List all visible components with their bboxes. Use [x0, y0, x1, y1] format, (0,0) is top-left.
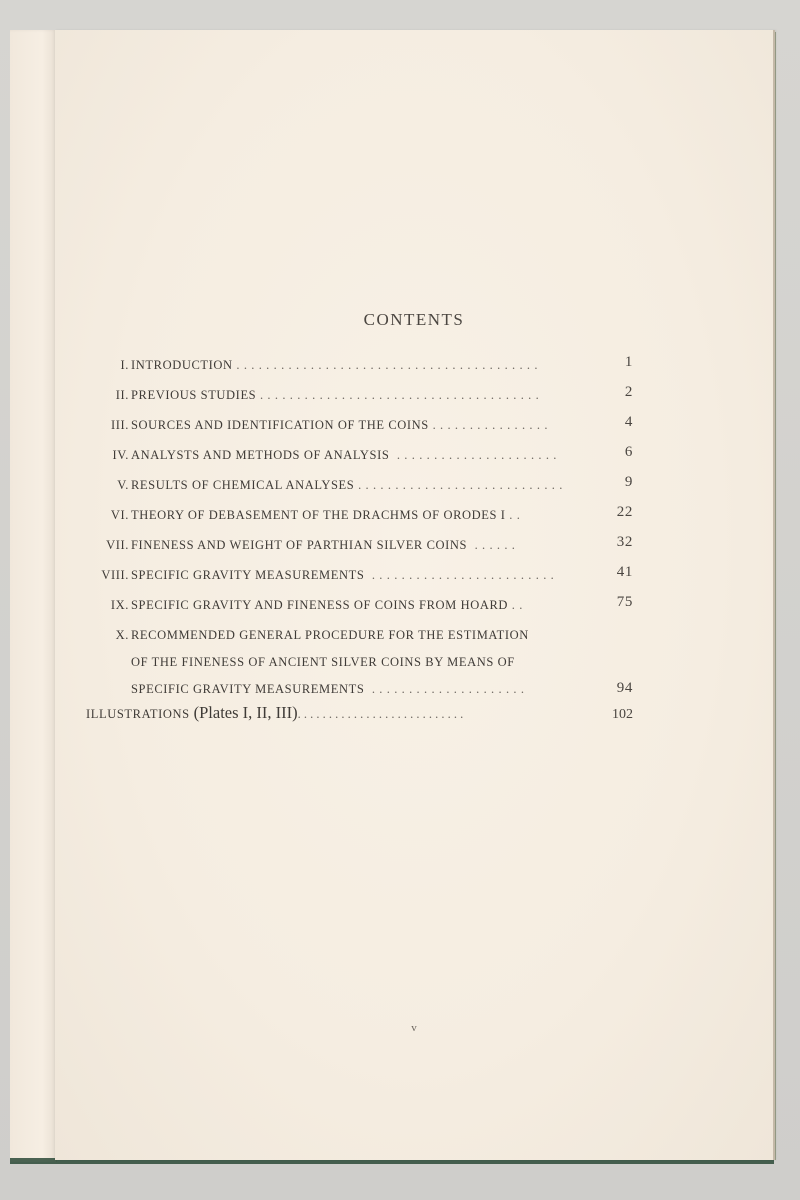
entry-title: SPECIFIC GRAVITY AND FINENESS OF COINS FROM HOARD . .: [131, 598, 523, 612]
toc-entry-recommended: [55, 622, 773, 648]
entry-title: FINENESS AND WEIGHT OF PARTHIAN SILVER COINS . . . . . .: [131, 538, 516, 552]
entry-title: THEORY OF DEBASEMENT OF THE DRACHMS OF ORODES I . .: [131, 508, 521, 522]
toc-entry-previous-studies: [55, 382, 773, 408]
entry-title-line-2: OF THE FINENESS OF ANCIENT SILVER COINS BY MEANS OF: [131, 655, 515, 669]
entry-title: SPECIFIC GRAVITY MEASUREMENTS . . . . . . . . . . . . . . . . . . . . . . . . .: [131, 568, 555, 582]
plates-label: (Plates I, II, III): [193, 703, 298, 722]
entry-numeral: IV.: [112, 448, 129, 462]
entry-page: 9: [624, 474, 633, 490]
entry-numeral: I.: [120, 358, 129, 372]
entry-page: 4: [624, 414, 633, 430]
toc-entry-analysts: [55, 442, 773, 468]
entry-numeral: IX.: [110, 598, 129, 612]
entry-numeral: V.: [117, 478, 129, 492]
entry-title: SOURCES AND IDENTIFICATION OF THE COINS . . . . . . . . . . . . . . . .: [131, 418, 549, 432]
entry-numeral: III.: [110, 418, 129, 432]
entry-page: 22: [616, 504, 633, 520]
entry-title-line-3-wrap: SPECIFIC GRAVITY MEASUREMENTS . . . . . . . . . . . . . . . . . . . . .: [131, 682, 525, 696]
entry-title: PREVIOUS STUDIES . . . . . . . . . . . . . . . . . . . . . . . . . . . . . . . . . . . . . .: [131, 388, 540, 402]
illustrations-page: 102: [612, 707, 633, 722]
entry-numeral: VI.: [110, 508, 129, 522]
illustrations-label: ILLUSTRATIONS: [86, 707, 190, 721]
toc-entry-hoard: [55, 592, 773, 618]
entry-page: 75: [616, 594, 633, 610]
toc-entry-specific-gravity: [55, 562, 773, 588]
entry-title: RESULTS OF CHEMICAL ANALYSES . . . . . . . . . . . . . . . . . . . . . . . . . . . .: [131, 478, 563, 492]
entry-page: 6: [624, 444, 633, 460]
illustrations-entry: ILLUSTRATIONS (Plates I, II, III). . . . . . . . . . . . . . . . . . . . . . . . . . .: [86, 703, 464, 722]
entry-page: 41: [616, 564, 633, 580]
page-title: CONTENTS: [363, 310, 465, 329]
entry-numeral: VII.: [106, 538, 129, 552]
contents-page: [55, 30, 775, 1160]
entry-page: 32: [616, 534, 633, 550]
entry-numeral: VIII.: [101, 568, 129, 582]
toc-entry-results: [55, 472, 773, 498]
entry-numeral: II.: [115, 388, 129, 402]
entry-title: INTRODUCTION . . . . . . . . . . . . . . . . . . . . . . . . . . . . . . . . . . . . . . . . .: [131, 358, 539, 372]
folio-number: v: [411, 1022, 417, 1034]
entry-page: 2: [624, 384, 633, 400]
toc-entry-sources: [55, 412, 773, 438]
toc-entry-fineness-weight: [55, 532, 773, 558]
entry-title: ANALYSTS AND METHODS OF ANALYSIS . . . . . . . . . . . . . . . . . . . . . .: [131, 448, 558, 462]
entry-page: 94: [616, 680, 633, 696]
toc-entry-introduction: [55, 352, 773, 378]
entry-numeral: X.: [115, 628, 129, 642]
entry-page: 1: [624, 354, 633, 370]
entry-title-line-1: RECOMMENDED GENERAL PROCEDURE FOR THE ESTIMATION: [131, 628, 529, 642]
toc-entry-theory: [55, 502, 773, 528]
book-edge: [10, 30, 57, 1162]
